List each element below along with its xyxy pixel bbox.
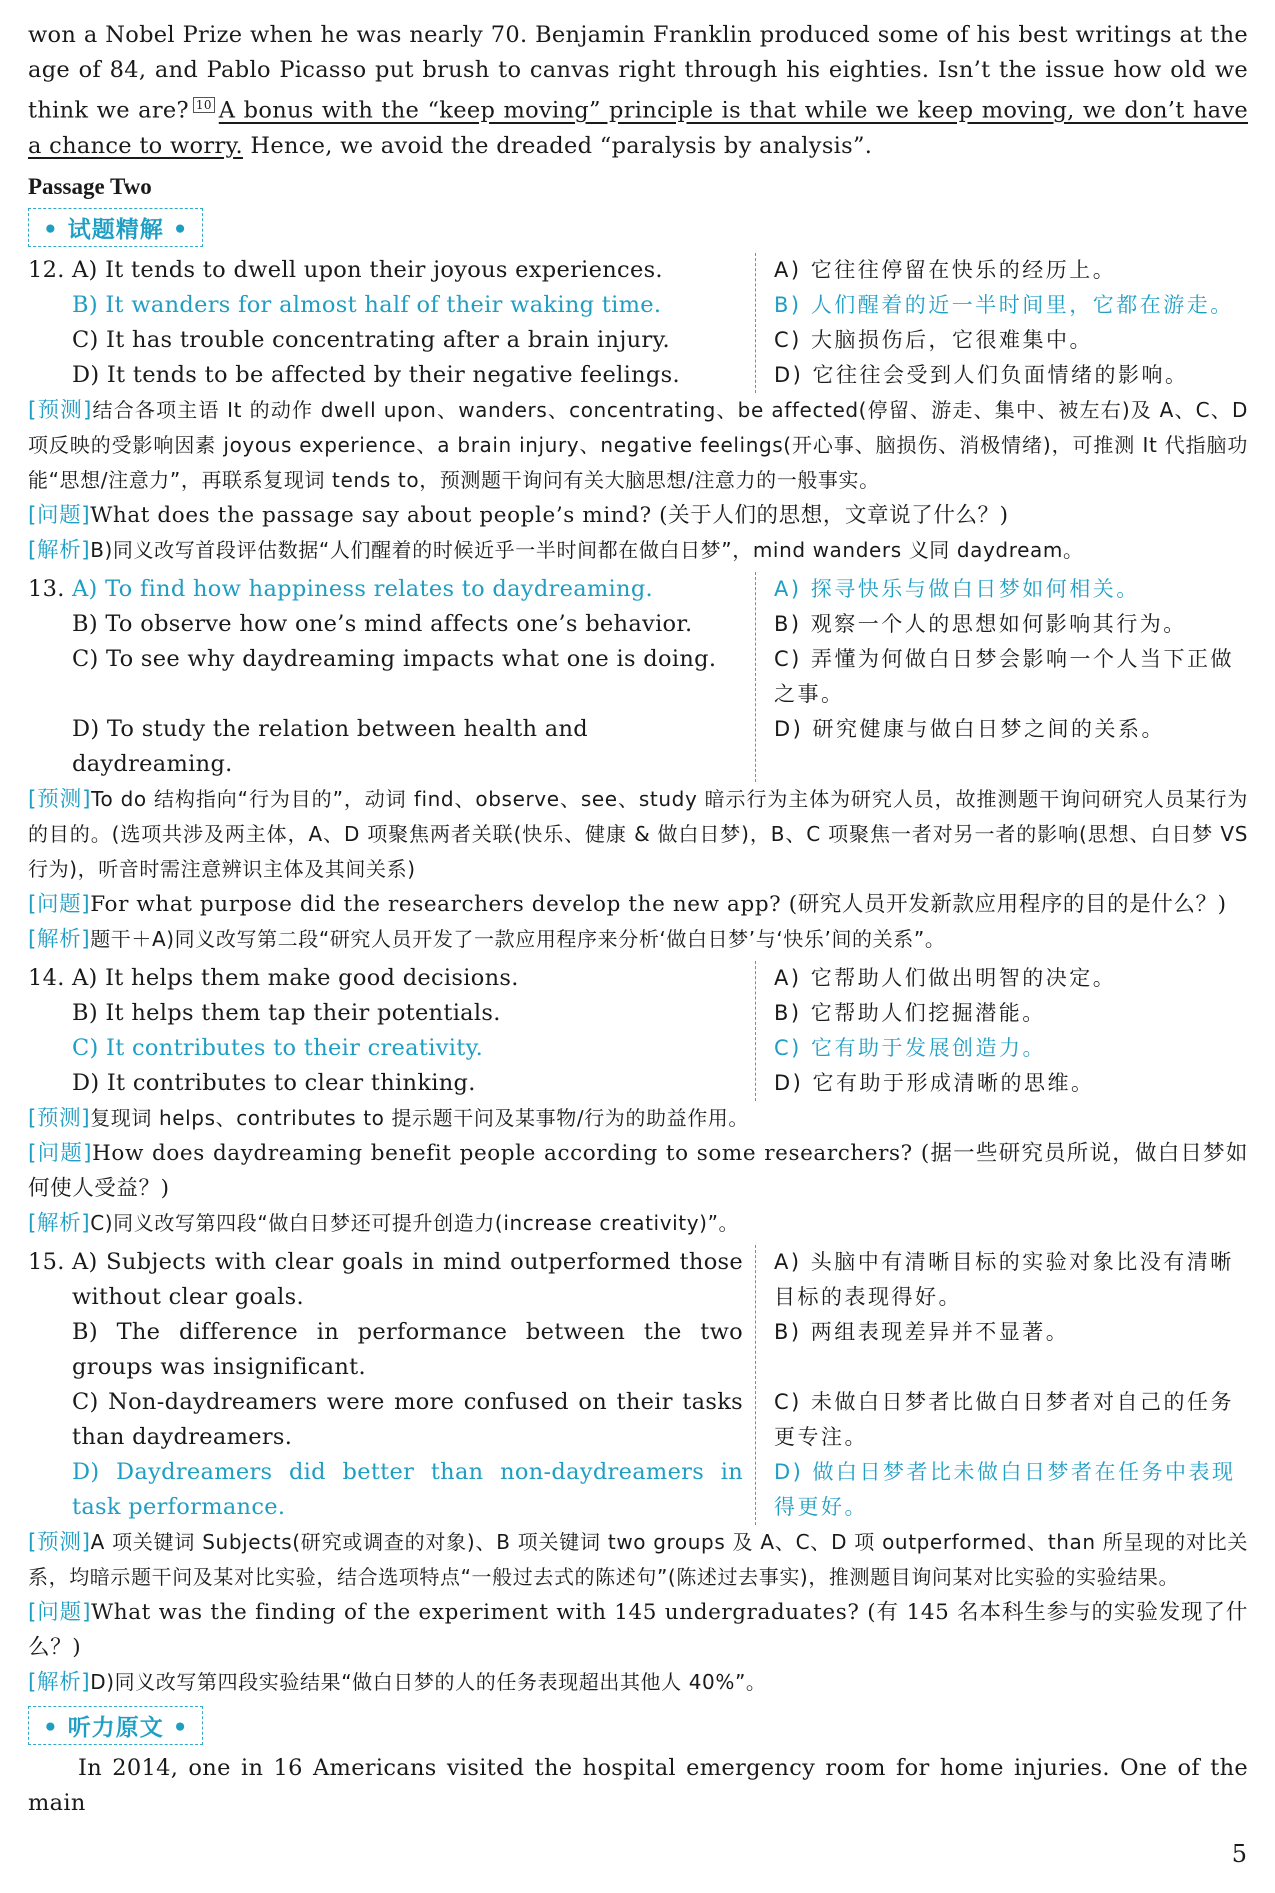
question-15 <box>28 1245 1248 1525</box>
option-a-zh: A) 头脑中有清晰目标的实验对象比没有清晰目标的表现得好。 <box>774 1249 1234 1309</box>
option-c-zh: C) 大脑损伤后，它很难集中。 <box>774 327 1094 352</box>
question-number: 13. <box>28 575 65 602</box>
option-d-zh: D) 做白日梦者比未做白日梦者在任务中表现得更好。 <box>774 1459 1236 1519</box>
predict-label: [预测] <box>28 1105 91 1131</box>
question-note: [问题]What was the finding of the experiment with 145 undergraduates? (有 145 名本科生参与的实验发现了什么？) <box>28 1599 1248 1660</box>
option-c-zh: C) 未做白日梦者比做白日梦者对自己的任务更专注。 <box>774 1389 1235 1449</box>
question-note: [问题]What does the passage say about people’s mind? (关于人们的思想，文章说了什么？) <box>28 502 1009 528</box>
analysis-note: [解析]D)同义改写第四段实验结果“做白日梦的人的任务表现超出其他人 40%”。 <box>28 1669 767 1695</box>
analysis-note: [解析]题干＋A)同义改写第二段“研究人员开发了一款应用程序来分析‘做白日梦’与‘快乐’间的关系”。 <box>28 926 946 952</box>
option-c-zh: C) 它有助于发展创造力。 <box>774 1035 1047 1060</box>
option-b-en: B) It helps them tap their potentials. <box>72 999 501 1026</box>
option-d-zh: D) 研究健康与做白日梦之间的关系。 <box>774 716 1166 741</box>
option-d-en: D) It tends to be affected by their negative feelings. <box>72 361 680 388</box>
option-d-en: D) Daydreamers did better than non-daydreamers in task performance. <box>72 1458 743 1520</box>
option-a-zh: A) 它帮助人们做出明智的决定。 <box>774 965 1117 990</box>
question-13 <box>28 572 1248 782</box>
option-a-zh: A) 探寻快乐与做白日梦如何相关。 <box>774 576 1140 601</box>
intro-text: won a Nobel Prize when he was nearly 70. Benjamin Franklin produced some of his best writings at the age of 84, and Pablo Picasso put brush to canvas right through his eighties. Isn’t the issue how old we think we are? <box>28 22 1248 124</box>
question-number: 15. <box>28 1248 65 1275</box>
intro-text-end: Hence, we avoid the dreaded “paralysis by analysis”. <box>250 132 873 159</box>
analysis-label: [解析] <box>28 926 91 952</box>
option-a-en: A) Subjects with clear goals in mind outperformed those without clear goals. <box>72 1248 743 1310</box>
option-d-en: D) It contributes to clear thinking. <box>72 1069 476 1096</box>
passage-title: Passage Two <box>28 173 152 199</box>
analysis-label: [解析] <box>28 537 91 563</box>
question-note: [问题]How does daydreaming benefit people according to some researchers? (据一些研究员所说，做白日梦如何使人受益？) <box>28 1140 1248 1201</box>
analysis-label: [解析] <box>28 1669 91 1695</box>
option-a-en: A) To find how happiness relates to daydreaming. <box>72 575 653 602</box>
audio-transcript: In 2014, one in 16 Americans visited the hospital emergency room for home injuries. One of the main <box>28 1754 1248 1816</box>
option-b-en: B) To observe how one’s mind affects one’s behavior. <box>72 610 693 637</box>
option-b-en: B) It wanders for almost half of their waking time. <box>72 291 662 318</box>
option-c-zh: C) 弄懂为何做白日梦会影响一个人当下正做之事。 <box>774 646 1235 706</box>
question-number: 12. <box>28 256 65 283</box>
option-b-zh: B) 它帮助人们挖掘潜能。 <box>774 1000 1046 1025</box>
question-14 <box>28 961 1248 1101</box>
question-label: [问题] <box>28 1599 92 1625</box>
predict-note: [预测]To do 结构指向“行为目的”，动词 find、observe、see、study 暗示行为主体为研究人员，故推测题干询问研究人员某行为的目的。(选项共涉及两主体，A、D 项聚焦两者关联(快乐、健康 & 做白日梦)，B、C 项聚焦一者对另一者的影响(思想、白日梦 VS 行为)，听音时需注意辨识主体及其间关系) <box>28 786 1248 881</box>
analysis-note: [解析]C)同义改写第四段“做白日梦还可提升创造力(increase creativity)”。 <box>28 1210 740 1236</box>
analysis-note: [解析]B)同义改写首段评估数据“人们醒着的时候近乎一半时间都在做白日梦”，mind wanders 义同 daydream。 <box>28 537 1084 563</box>
option-b-zh: B) 人们醒着的近一半时间里，它都在游走。 <box>774 292 1234 317</box>
question-label: [问题] <box>28 1140 93 1166</box>
predict-label: [预测] <box>28 1529 91 1555</box>
option-d-zh: D) 它往往会受到人们负面情绪的影响。 <box>774 362 1189 387</box>
predict-note: [预测]结合各项主语 It 的动作 dwell upon、wanders、concentrating、be affected(停留、游走、集中、被左右)及 A、C、D 项反映的受影响因素 joyous experience、a brain injury、negative feelings(开心事、脑损伤、消极情绪)，可推测 It 代指脑功能“思想/注意力”，再联系复现词 tends to，预测题干询问有关大脑思想/注意力的一般事实。 <box>28 397 1248 492</box>
section-title-explain: • 试题精解 • <box>28 208 203 247</box>
underlined-sentence: A bonus with the “keep moving” principle is that while we keep moving, we don’t have a chance to worry. <box>28 97 1248 159</box>
option-b-zh: B) 观察一个人的思想如何影响其行为。 <box>774 611 1187 636</box>
option-c-en: C) Non-daydreamers were more confused on their tasks than daydreamers. <box>72 1388 743 1450</box>
question-label: [问题] <box>28 891 91 917</box>
question-12 <box>28 253 1248 393</box>
question-note: [问题]For what purpose did the researchers develop the new app? (研究人员开发新款应用程序的目的是什么？) <box>28 891 1227 917</box>
option-c-en: C) It contributes to their creativity. <box>72 1034 484 1061</box>
predict-label: [预测] <box>28 786 92 812</box>
option-b-en: B) The difference in performance between the two groups was insignificant. <box>72 1318 743 1380</box>
option-a-en: A) It helps them make good decisions. <box>72 964 519 991</box>
predict-label: [预测] <box>28 397 92 423</box>
option-a-zh: A) 它往往停留在快乐的经历上。 <box>774 257 1117 282</box>
section-title-audio: • 听力原文 • <box>28 1706 203 1745</box>
document-page <box>28 18 1248 1821</box>
option-a-en: A) It tends to dwell upon their joyous experiences. <box>72 256 663 283</box>
analysis-label: [解析] <box>28 1210 91 1236</box>
question-number: 14. <box>28 964 65 991</box>
option-d-en: D) To study the relation between health and daydreaming. <box>72 715 588 777</box>
question-label: [问题] <box>28 502 91 528</box>
option-b-zh: B) 两组表现差异并不显著。 <box>774 1319 1070 1344</box>
page-number: 5 <box>1231 1840 1247 1868</box>
predict-note: [预测]A 项关键词 Subjects(研究或调查的对象)、B 项关键词 two groups 及 A、C、D 项 outperformed、than 所呈现的对比关系，均暗示题干问及某对比实验，结合选项特点“一般过去式的陈述句”(陈述过去事实)，推测题目询问某对比实验的实验结果。 <box>28 1529 1248 1589</box>
option-c-en: C) To see why daydreaming impacts what one is doing. <box>72 645 717 672</box>
option-d-zh: D) 它有助于形成清晰的思维。 <box>774 1070 1095 1095</box>
note-marker: 10 <box>193 97 215 113</box>
option-c-en: C) It has trouble concentrating after a brain injury. <box>72 326 670 353</box>
predict-note: [预测]复现词 helps、contributes to 提示题干问及某事物/行为的助益作用。 <box>28 1105 749 1131</box>
intro-paragraph <box>28 18 1248 164</box>
